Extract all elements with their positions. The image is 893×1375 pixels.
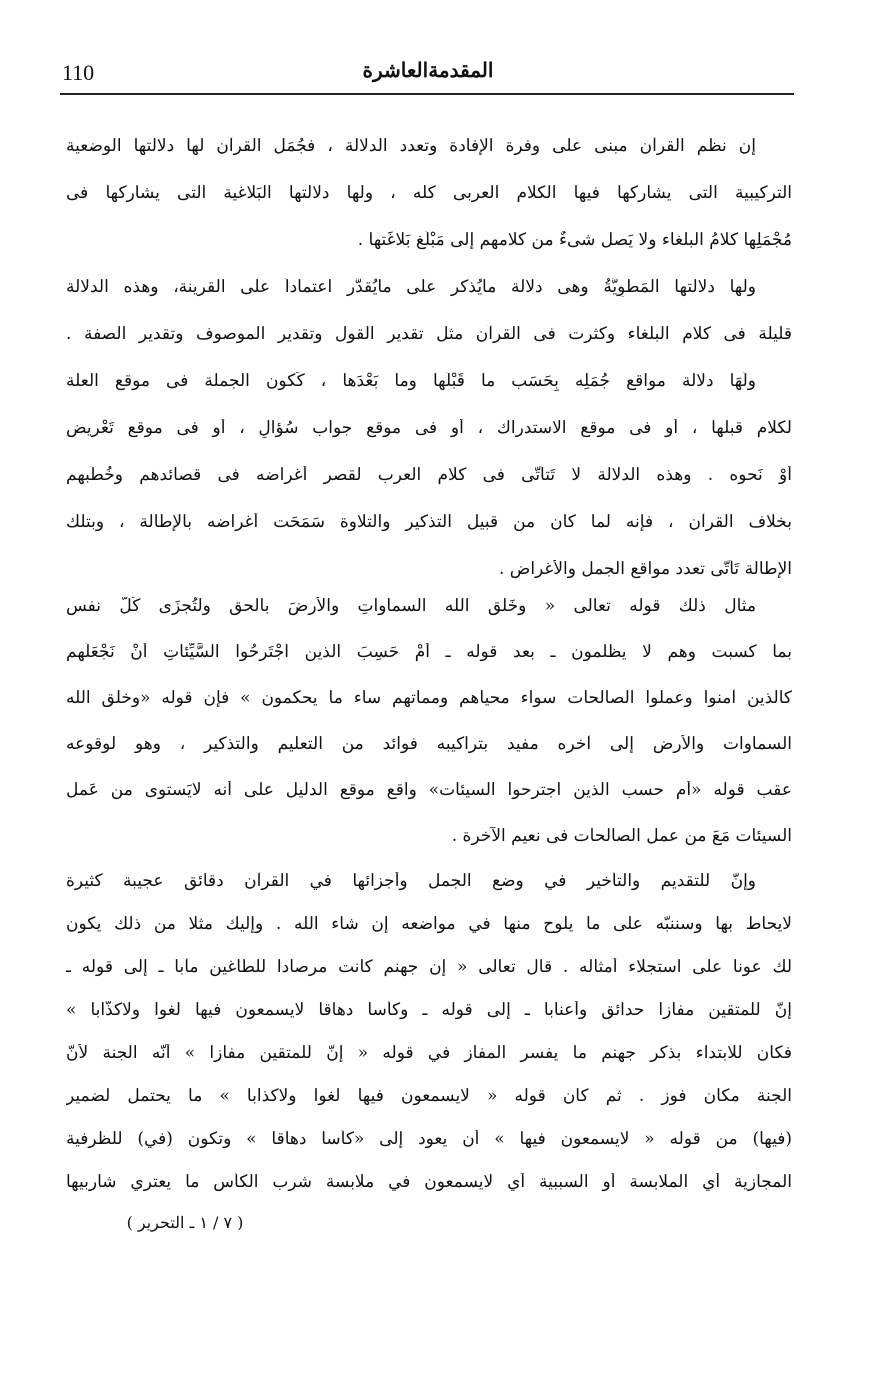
text-line: ولها دلالتها المَطْوِيَّةُ وهى دلالة مايُذكر على مايُقدَّر اعتماداً على القرينة، وهذه الدلالة bbox=[66, 278, 756, 297]
text-line: أوْ نَحوه . وهذه الدلالة لا تَتأَتَّى فى كلام العرب لقصر أغراضه فى قصائدهم وخُطَبهم bbox=[66, 466, 792, 485]
text-line: إنّ للمتقين مفازا حدائق وأعنابا ـ إلى قوله ـ وكأسا دهاقا لايسمعون فيها لغوا ولاكذّابا » bbox=[66, 1001, 792, 1020]
text-line: وإنّ للتقديم والتأخير في وضع الجمل وأجزائها في القرآن دقائق عجيبة كثيرة bbox=[66, 872, 756, 891]
text-line: كالذين آمنوا وعملوا الصالحات سواء محياهم ومماتهم ساء ما يحكمون » فإن قوله «وخلق الله bbox=[66, 689, 792, 708]
text-line: لايحاط بها وسننبّه على ما يلوح منها في مواضعه إن شاء الله . وإليك مثلا من ذلك يكون bbox=[66, 915, 792, 934]
text-line: الجنة مكان فوز . ثم كان قوله « لايسمعون فيها لغوا ولاكذابا » ما يحتمل لضمير bbox=[66, 1087, 792, 1106]
text-line: قليلة فى كلام البلغاء وكثرت فى القرآن مثل تقدير القول وتقدير الموصوف وتقدير الصفة . bbox=[66, 325, 792, 344]
header-rule bbox=[60, 93, 794, 95]
running-head: المقدمةالعاشرة bbox=[362, 58, 494, 82]
text-line: لك عونا على استجلاء أمثاله . قال تعالى « إن جهنم كانت مرصادا للطّاغين مآبا ـ إلى قوله ـ bbox=[66, 958, 792, 977]
text-line: إن نظم القرآن مبنى على وفرة الإفادة وتعدد الدلالة ، فجُمَل القرآن لها دلالتها الوضعية bbox=[66, 137, 756, 156]
text-line: الإطالة تَأتَّى تعدد مواقع الجمل والأغراض . bbox=[498, 560, 792, 579]
text-line: فكان للابتداء بذكر جهنم ما يفسر المفاز في قوله « إنّ للمتقين مفازا » أنّه الجنة لأنّ bbox=[66, 1044, 792, 1063]
text-line: السيئات مَعَ من عمل الصالحات فى نعيم الآخرة . bbox=[451, 827, 792, 846]
text-line: مُجْمَلِها كلامُ البلغاء ولا يَصل شىءٌ من كلامهم إلى مَبْلَغ بَلاغَتها . bbox=[357, 231, 792, 250]
signature-mark: ( ٧ / ١ ـ التحرير ) bbox=[126, 1213, 244, 1232]
page-header bbox=[62, 54, 794, 92]
text-line: بما كسبت وهم لا يظلمون ـ بعد قوله ـ أمْ حَسِبَ الذين اجْتَرحُوا السَّيِّئاتِ أنْ نَجْعَلَهم bbox=[66, 643, 792, 662]
text-line: مثال ذلك قوله تعالى « وخَلق الله السماواتِ والأرضَ بالحق ولتُجزَى كُلُّ نفس bbox=[66, 597, 756, 616]
text-line: السماوات والأرض إلى آخره مفيد بتراكيبه فوائد من التعليم والتذكير ، وهو لوقوعه bbox=[66, 735, 792, 754]
text-line: لكلام قبلها ، أو فى موقع الاستدراك ، أو فى موقع جواب سُؤالٍ ، أو فى موقع تَعْريض bbox=[66, 419, 792, 438]
text-line: (فيها) من قوله « لايسمعون فيها » أن يعود إلى «كأسا دهاقا » وتكون (في) للظرفية bbox=[66, 1130, 792, 1149]
text-line: المجازية أي الملابسة أو السببية أي لايسمعون في ملابسة شرب الكأس ما يعتري شاربيها bbox=[66, 1173, 792, 1192]
text-line: ولَهَا دلالة مواقع جُمَلِه بِحَسَب ما قَبْلَها وما بَعْدَها ، كَكون الجملة فى موقع العلة bbox=[66, 372, 756, 391]
text-line: عقب قوله «أم حسب الذين اجترحوا السيئات» واقع موقع الدليل على أنه لايَستوى من عَمل bbox=[66, 781, 792, 800]
page-number: 110 bbox=[62, 60, 95, 85]
text-line: التركيبية التى يشاركها فيها الكلام العربى كله ، ولها دلالتها البَلاغية التى يشاركها فى bbox=[66, 184, 792, 203]
text-line: بخلاف القرآن ، فإنه لما كان من قبيل التذكير والتلاوة سَمَحَت أغراضه بالإطالة ، وبتلك bbox=[66, 513, 792, 532]
